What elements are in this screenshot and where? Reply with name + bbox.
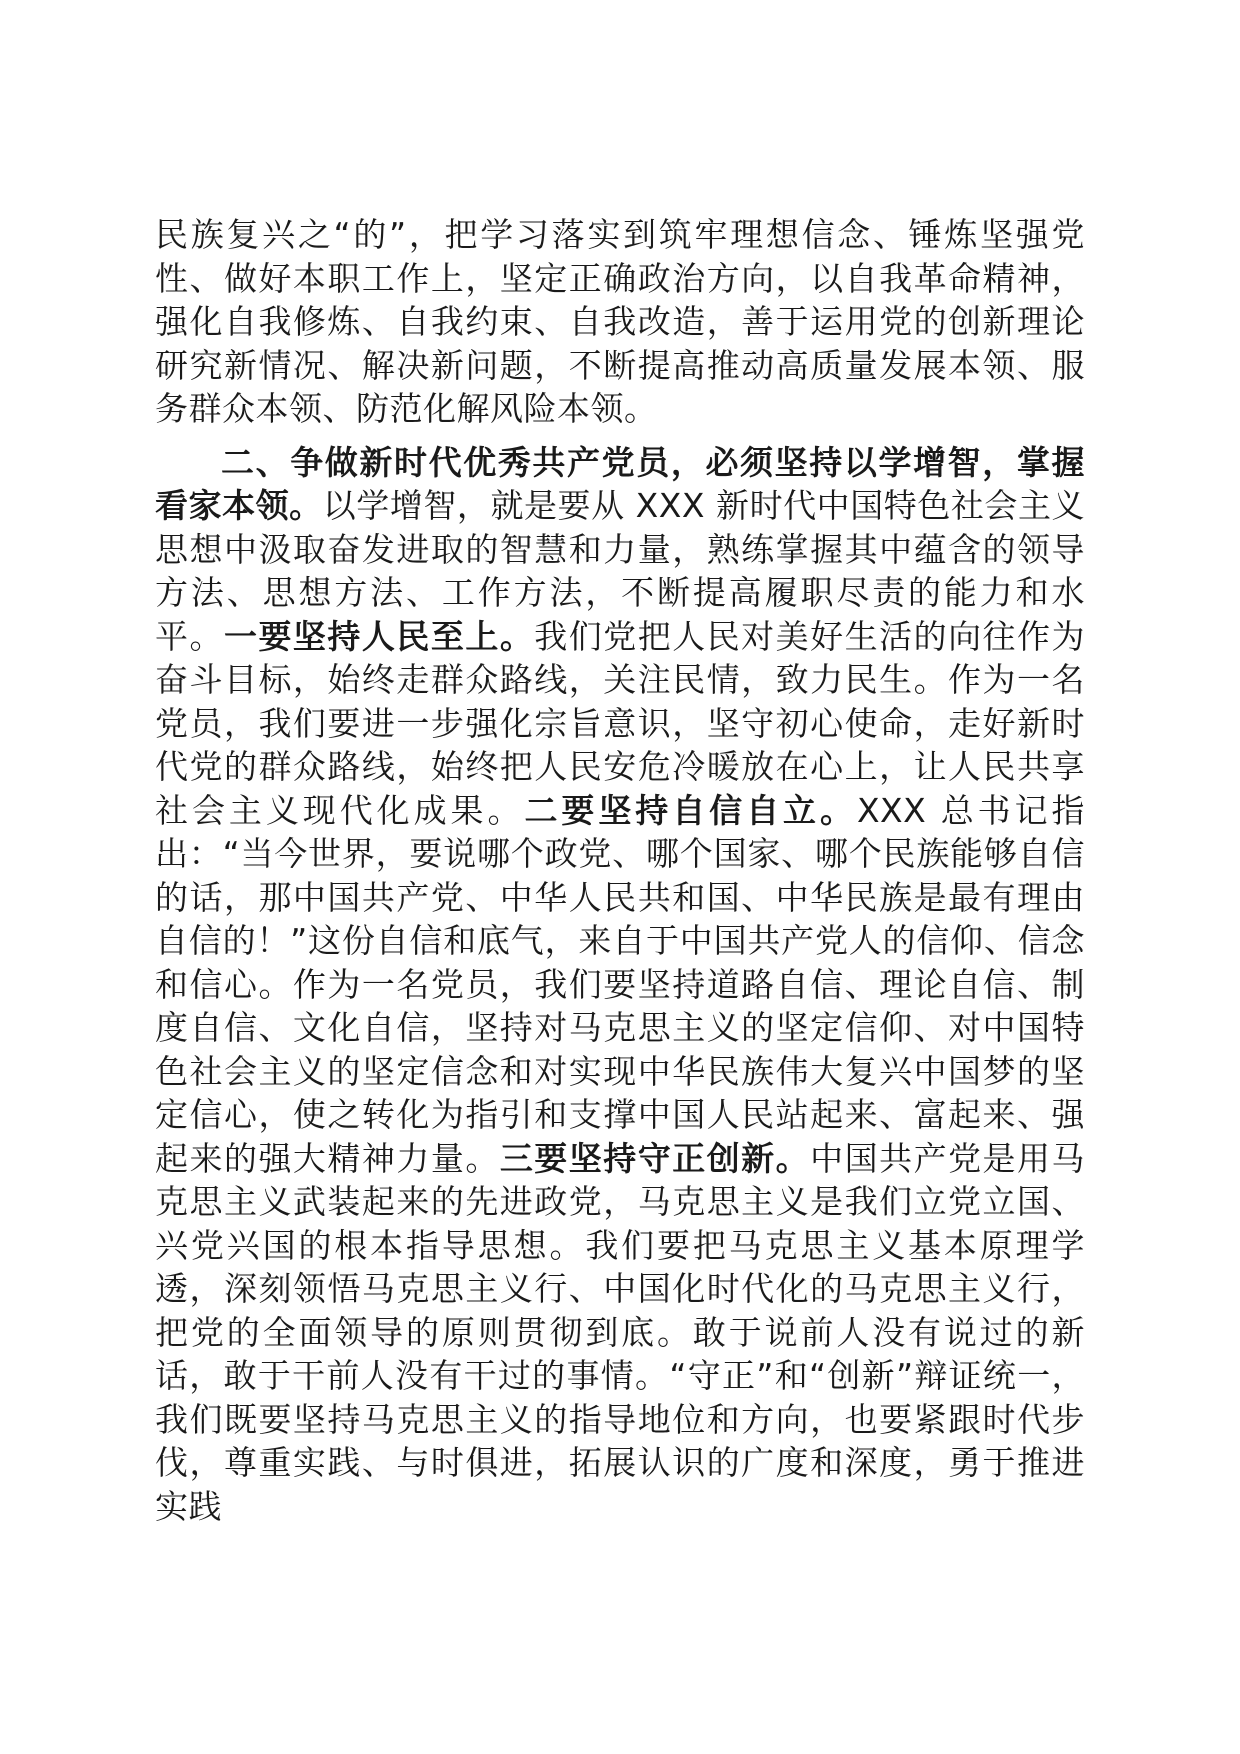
- point-1-text: 我们党把人民对美好生活的向往作为奋斗目标，始终走群众路线，关注民情，致力民生。作为一名党员，我们要进一步强化宗旨意识，坚守初心使命，走好新时代党的群众路线，始终把人民安危冷暖放在心上，让人民共享社会主义现代化成果。: [155, 616, 1086, 830]
- point-2-title: 二要坚持自信自立。: [524, 790, 857, 830]
- point-3-title: 三要坚持守正创新。: [499, 1138, 811, 1178]
- paragraph-section-two: [155, 441, 1085, 1529]
- paragraph-continuation: [155, 213, 1085, 431]
- point-1-title: 一要坚持人民至上。: [223, 616, 535, 656]
- paragraph-1-text: 民族复兴之“的”，把学习落实到筑牢理想信念、锤炼坚强党性、做好本职工作上，坚定正确政治方向，以自我革命精神，强化自我修炼、自我约束、自我改造，善于运用党的创新理论研究新情况、解决新问题，不断提高推动高质量发展本领、服务群众本领、防范化解风险本领。: [155, 215, 1085, 428]
- section-heading: 二、争做新时代优秀共产党员，必须坚持以学增智，掌握看家本领。: [155, 442, 1085, 525]
- section-intro: 以学增智，就是要从 XXX 新时代中国特色社会主义思想中汲取奋发进取的智慧和力量，熟练掌握其中蕴含的领导方法、思想方法、工作方法，不断提高履职尽责的能力和水平。: [155, 486, 1085, 656]
- point-3-text: 中国共产党是用马克思主义武装起来的先进政党，马克思主义是我们立党立国、兴党兴国的根本指导思想。我们要把马克思主义基本原理学透，深刻领悟马克思主义行、中国化时代化的马克思主义行，把党的全面领导的原则贯彻到底。敢于说前人没有说过的新话，敢于干前人没有干过的事情。“守正”和“创新”辩证统一，我们既要坚持马克思主义的指导地位和方向，也要紧跟时代步伐，尊重实践、与时俱进，拓展认识的广度和深度，勇于推进实践: [155, 1138, 1086, 1526]
- point-2-text: XXX 总书记指出：“当今世界，要说哪个政党、哪个国家、哪个民族能够自信的话，那中国共产党、中华人民共和国、中华民族是最有理由自信的！”这份自信和底气，来自于中国共产党人的信仰、信念和信心。作为一名党员，我们要坚持道路自信、理论自信、制度自信、文化自信，坚持对马克思主义的坚定信仰、对中国特色社会主义的坚定信念和对实现中华民族伟大复兴中国梦的坚定信心，使之转化为指引和支撑中国人民站起来、富起来、强起来的强大精神力量。: [155, 790, 1086, 1178]
- document-page: [155, 213, 1085, 1528]
